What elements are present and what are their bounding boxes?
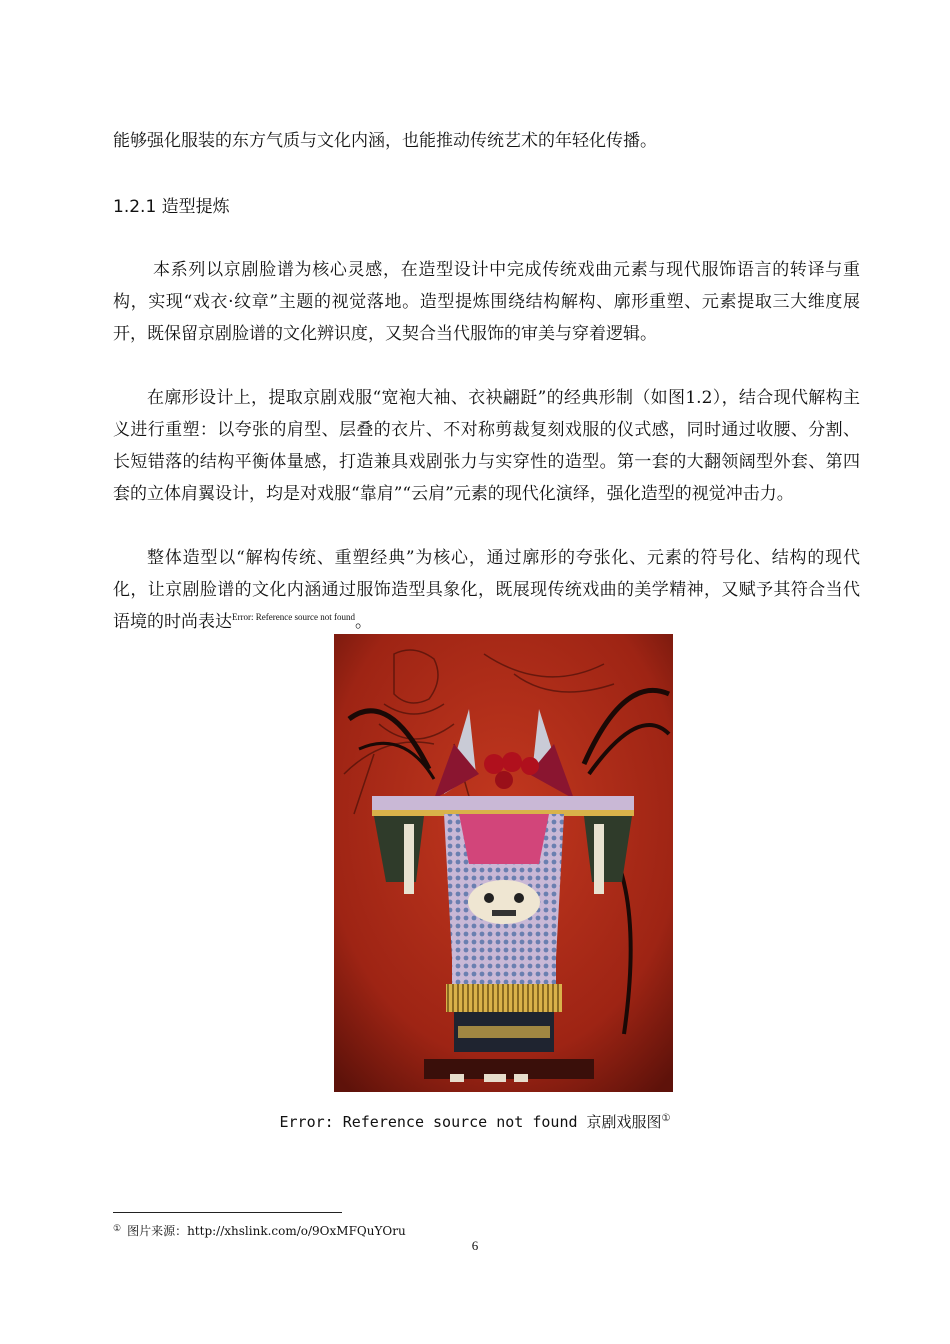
paragraph-2: 在廓形设计上，提取京剧戏服“宽袍大袖、衣袂翩跹”的经典形制（如图1.2），结合现代解构主义进行重塑：以夸张的肩型、层叠的衣片、不对称剪裁复刻戏服的仪式感，同时通过收腰、分割、长短错落的结构平衡体量感，打造兼具戏剧张力与实穿性的造型。第一套的大翻领阔型外套、第四套的立体肩翼设计，均是对戏服“靠肩”“云肩”元素的现代化演绎，强化造型的视觉冲击力。 [113,388,860,504]
caption-reference-error: Error: Reference source not found [279,1113,587,1131]
paragraph-3-text: 整体造型以“解构传统、重塑经典”为核心，通过廓形的夸张化、元素的符号化、结构的现代化，让京剧脸谱的文化内涵通过服饰造型具象化，既展现传统戏曲的美学精神，又赋予其符合当代语境的时尚表达 [113,548,860,632]
footnote-text: 图片来源：http://xhslink.com/o/9OxMFQuYOru [127,1224,406,1238]
section-heading: 1.2.1 造型提炼 [113,197,230,217]
caption-text: 京剧戏服图 [586,1113,662,1131]
footnote-divider [113,1212,342,1213]
costume-illustration [334,634,673,1092]
figure-caption [0,1111,950,1133]
paragraph-3-end: 。 [354,612,372,632]
reference-error: Error: Reference source not found [232,612,355,622]
caption-footnote-mark: ① [661,1113,671,1124]
paragraph-1: 本系列以京剧脸谱为核心灵感，在造型设计中完成传统戏曲元素与现代服饰语言的转译与重构，实现“戏衣·纹章”主题的视觉落地。造型提炼围绕结构解构、廓形重塑、元素提取三大维度展开，既保留京剧脸谱的文化辨识度，又契合当代服饰的审美与穿着逻辑。 [113,260,860,344]
page-number: 6 [471,1238,479,1253]
paragraph-intro: 能够强化服装的东方气质与文化内涵，也能推动传统艺术的年轻化传播。 [113,131,657,151]
opera-costume-photo [334,634,673,1092]
paragraph-3 [113,542,860,638]
footnote [113,1220,406,1240]
footnote-mark: ① [113,1224,122,1234]
